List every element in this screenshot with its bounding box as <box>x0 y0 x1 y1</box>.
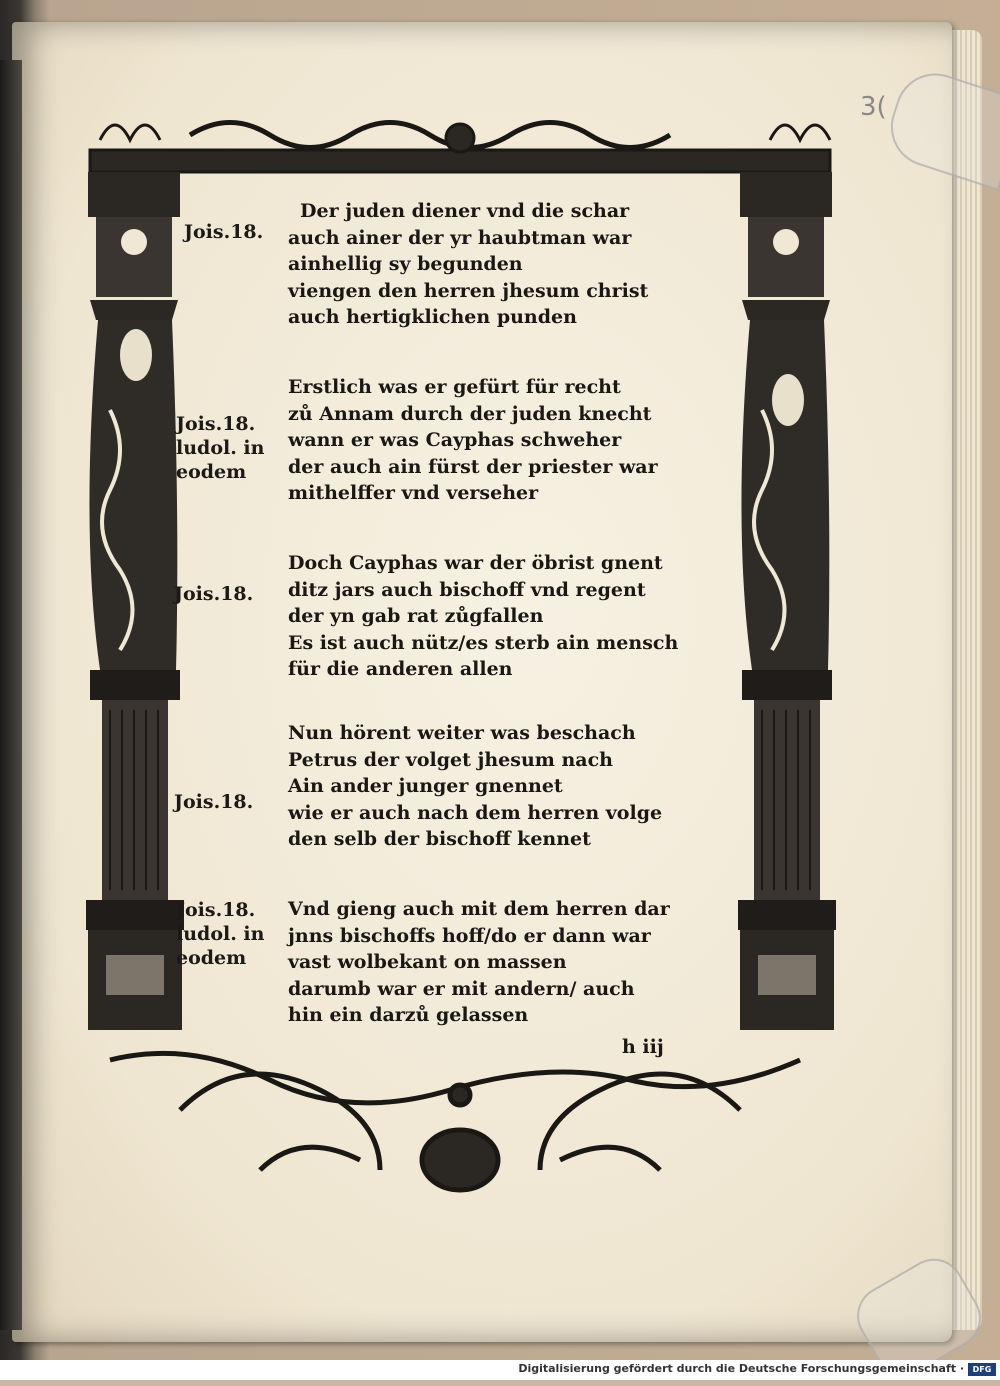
verse-line: auch hertigklichen punden <box>288 306 577 328</box>
margin-gloss: Jois.18. <box>174 583 254 605</box>
verse-line: Petrus der volget jhesum nach <box>288 748 613 771</box>
footer-bar <box>0 1360 1000 1380</box>
verse-line: ainhellig sy begunden <box>288 253 523 275</box>
verse-lines <box>288 198 648 331</box>
verse-lines <box>288 374 658 507</box>
verse-line: Der juden diener vnd die schar <box>300 200 630 222</box>
funding-notice: Digitalisierung gefördert durch die Deutsche Forschungsgemeinschaft · <box>518 1362 964 1375</box>
verse-line: Es ist auch nütz/es sterb ain mensch <box>288 631 679 654</box>
verse-line: mithelffer vnd verseher <box>288 482 539 504</box>
margin-gloss: Jois.18. ludol. in eodem <box>176 413 265 483</box>
verse-lines <box>288 720 662 853</box>
top-frieze <box>90 123 830 173</box>
facing-page-edge <box>0 60 22 1330</box>
verse-lines <box>288 550 678 683</box>
verse-line: der yn gab rat zůgfallen <box>288 605 544 627</box>
bottom-ornament <box>110 1053 800 1190</box>
verse-line: ditz jars auch bischoff vnd regent <box>288 578 646 601</box>
folio-mark: 3( <box>860 92 887 122</box>
margin-gloss: Jois.18. ludol. in eodem <box>176 899 265 969</box>
text-panel <box>174 178 738 1058</box>
verse-line: auch ainer der yr haubtman war <box>288 226 632 249</box>
verse-line: Doch Cayphas war der öbrist gnent <box>288 552 663 574</box>
verse-line: jnns bischoffs hoff/do er dann war <box>288 924 651 947</box>
verse-line: vast wolbekant on massen <box>288 951 567 973</box>
verse-line: wie er auch nach dem herren volge <box>288 801 663 824</box>
verse-line: wann er was Cayphas schweher <box>288 429 622 451</box>
verse-line: viengen den herren jhesum christ <box>288 279 649 302</box>
verse-line: der auch ain fürst der priester war <box>288 455 658 478</box>
verse-line: Erstlich was er gefürt für recht <box>288 376 621 398</box>
margin-gloss: Jois.18. <box>184 221 264 243</box>
verse-line: hin ein darzů gelassen <box>288 1004 529 1026</box>
margin-gloss: Jois.18. <box>174 791 254 813</box>
verse-line: zů Annam durch der juden knecht <box>288 402 652 425</box>
left-column <box>86 172 184 1030</box>
verse-line: Ain ander junger gnennet <box>288 775 563 797</box>
signature-mark: h iij <box>622 1036 664 1058</box>
verse-line: darumb war er mit andern/ auch <box>288 977 635 1000</box>
right-column <box>738 172 836 1030</box>
verse-line: den selb der bischoff kennet <box>288 828 591 850</box>
verse-line: Vnd gieng auch mit dem herren dar <box>288 898 670 920</box>
verse-line: Nun hörent weiter was beschach <box>288 722 636 744</box>
verse-line: für die anderen allen <box>288 658 513 680</box>
verse-lines <box>288 896 670 1029</box>
dfg-logo: DFG <box>968 1363 996 1376</box>
